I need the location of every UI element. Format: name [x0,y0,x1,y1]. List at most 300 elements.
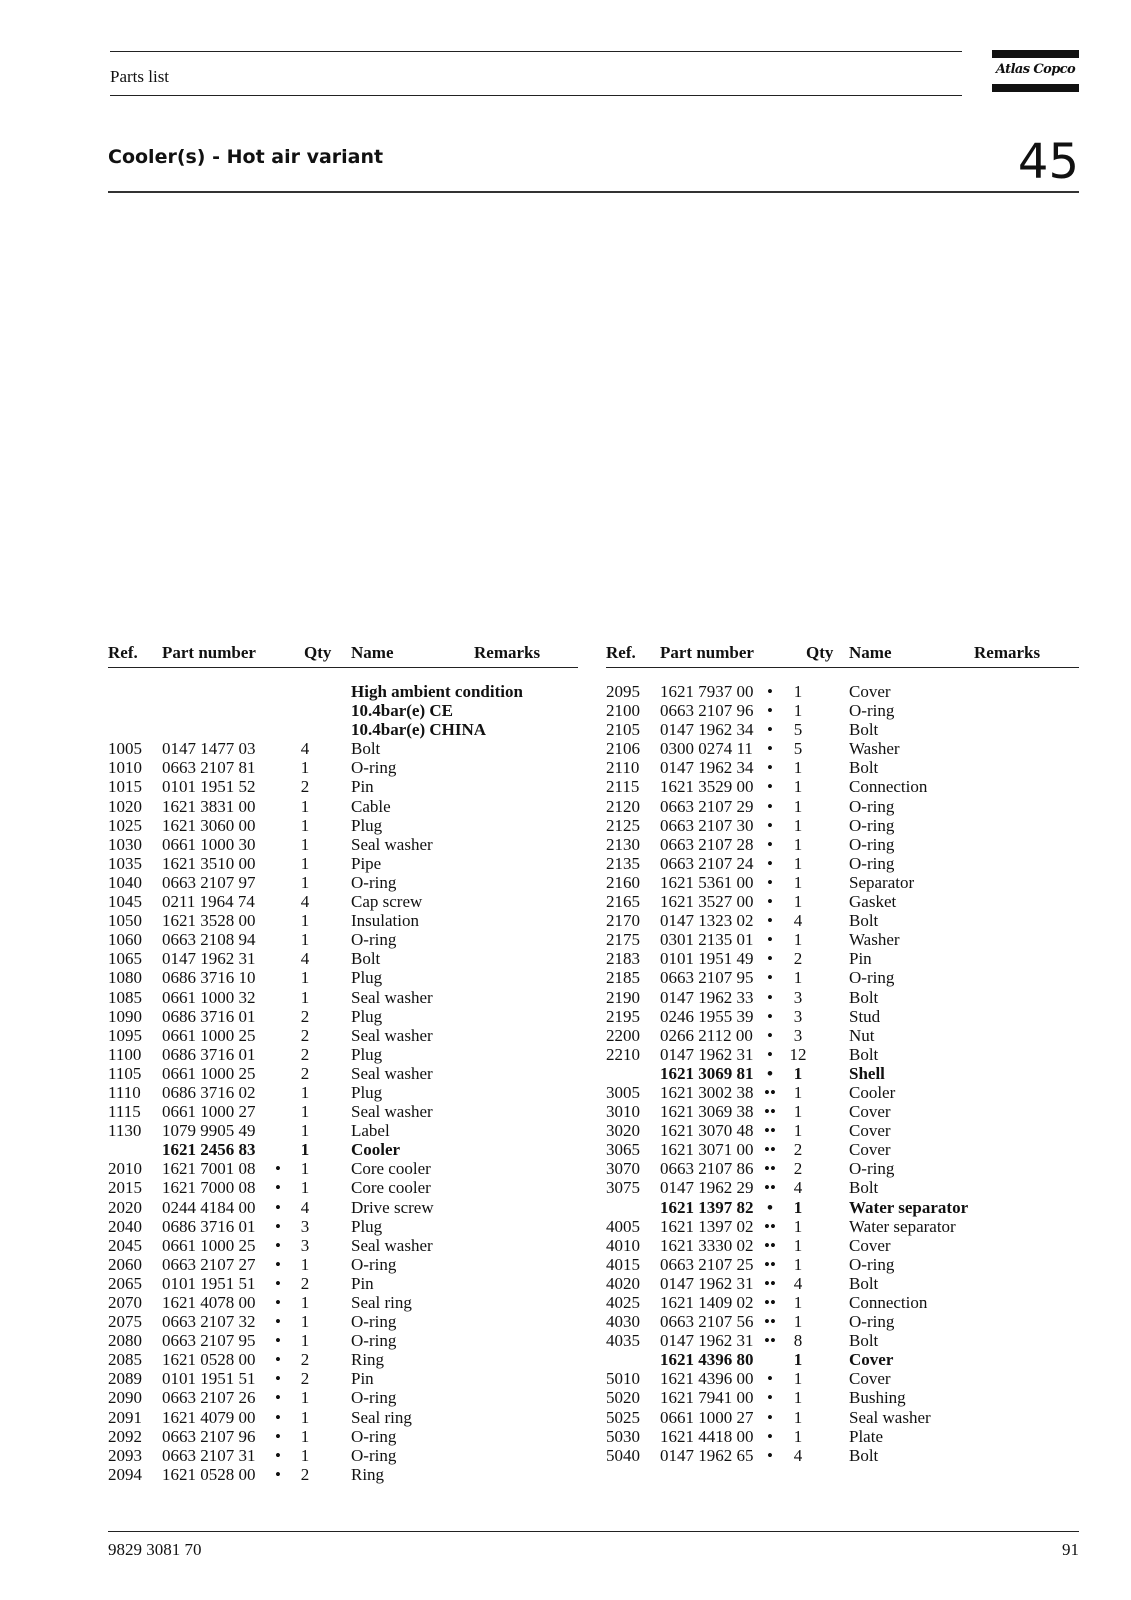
part-number-cell: 0663 2107 81 [162,758,256,778]
qty-cell: 1 [300,1102,310,1122]
section-number: 45 [1017,134,1079,190]
name-cell: Seal ring [351,1293,412,1312]
marker-cell: • [275,1312,281,1332]
marker-cell: • [767,834,773,854]
ref-cell: 2120 [606,796,640,816]
ref-cell: 2190 [606,987,640,1007]
name-cell: Bolt [849,1445,879,1465]
marker-cell: • [767,1445,773,1465]
ref-cell: 1080 [108,968,142,988]
part-number-cell: 1621 1397 02 [660,1216,754,1236]
name-cell: Pin [849,949,872,969]
table-row [108,892,578,911]
ref-cell: 2210 [606,1044,640,1064]
ref-cell: 2040 [108,1216,142,1236]
ref-cell: 2100 [606,701,640,721]
ref-cell: 2195 [606,1006,640,1026]
qty-cell: 2 [300,1063,310,1083]
marker-cell: • [767,853,773,873]
ref-cell: 2175 [606,930,640,950]
remarks-header: Remarks [974,643,1041,662]
qty-cell: 1 [793,1121,803,1141]
marker-cell: • [767,930,773,950]
marker-cell: • [767,911,773,931]
part-number-cell: 0686 3716 01 [162,1006,256,1026]
table-row [108,1140,578,1159]
qty-cell: 1 [300,815,310,835]
qty-cell: 2 [793,1140,803,1160]
ref-cell: 1010 [108,758,142,778]
name-cell: Connection [849,1293,928,1312]
qty-header: Qty [304,643,332,662]
part-number-cell: 1621 3069 38 [660,1102,754,1122]
ref-cell: 2010 [108,1159,142,1179]
marker-cell: • [275,1331,281,1351]
ref-cell: 2065 [108,1273,142,1293]
name-cell: Seal washer [351,1025,433,1045]
atlas-copco-logo [992,50,1079,92]
part-number-cell: 0147 1962 31 [660,1044,754,1064]
ref-cell: 3075 [606,1178,640,1198]
part-number-cell: 0246 1955 39 [660,1006,754,1026]
ref-cell: 5030 [606,1426,640,1446]
ref-cell: 5010 [606,1369,640,1389]
ref-cell: 2170 [606,911,640,931]
marker-cell: • [275,1388,281,1408]
part-number-cell: 0101 1951 49 [660,949,754,969]
part-number-cell: 1621 3060 00 [162,815,256,835]
name-cell: Water separator [849,1197,969,1217]
left-table-header [108,643,578,667]
part-number-cell: 1621 0528 00 [162,1350,256,1370]
qty-cell: 1 [300,1293,310,1312]
ref-cell: 2130 [606,834,640,854]
left-parts-table [108,682,578,1484]
part-number-cell: 0663 2107 96 [660,701,754,721]
qty-cell: 4 [793,911,803,931]
qty-cell: 1 [300,1121,310,1141]
table-row [606,1064,1079,1083]
part-number-cell: 0211 1964 74 [162,892,255,912]
qty-cell: 3 [300,1216,310,1236]
part-number-cell: 1621 3527 00 [660,892,754,912]
ref-cell: 5020 [606,1388,640,1408]
part-number-cell: 0663 2107 27 [162,1254,256,1274]
ref-cell: 2020 [108,1197,142,1217]
marker-cell: •• [764,1235,776,1255]
qty-cell: 1 [300,853,310,873]
marker-cell: • [767,968,773,988]
ref-cell: 1085 [108,987,142,1007]
ref-cell: 1100 [108,1044,142,1064]
marker-cell: • [275,1254,281,1274]
part-number-cell: 0147 1962 34 [660,758,754,778]
marker-cell: • [767,739,773,759]
qty-cell: 1 [793,834,803,854]
qty-cell: 1 [300,1312,310,1332]
table-row [606,835,1079,854]
table-row [108,1121,578,1140]
part-number-cell: 1621 7937 00 [660,682,754,701]
name-cell: Cover [849,1235,891,1255]
marker-cell: • [767,758,773,778]
ref-cell: 1115 [108,1102,141,1122]
ref-cell: 4030 [606,1312,640,1332]
table-row [606,1198,1079,1217]
qty-cell: 3 [793,1025,803,1045]
name-cell: Seal washer [351,1102,433,1122]
part-number-cell: 0147 1962 31 [660,1331,754,1351]
marker-cell: •• [764,1331,776,1351]
part-number-cell: 1621 3002 38 [660,1082,754,1102]
name-header: Name [849,643,892,662]
name-cell: O-ring [849,968,895,988]
part-number-cell: 1621 3069 81 [660,1063,754,1083]
table-row [108,835,578,854]
name-cell: Bolt [849,987,879,1007]
table-row [606,1102,1079,1121]
name-cell: Stud [849,1006,881,1026]
qty-cell: 1 [300,1178,310,1198]
name-cell: Bolt [849,1273,879,1293]
name-cell: Pipe [351,853,382,873]
table-row [108,873,578,892]
qty-cell: 1 [300,796,310,816]
marker-cell: • [767,796,773,816]
qty-cell: 3 [793,1006,803,1026]
ref-cell: 2110 [606,758,640,778]
table-row [108,1217,578,1236]
qty-cell: 1 [793,1369,803,1389]
table-row [108,816,578,835]
ref-header: Ref. [108,643,138,662]
marker-cell: • [767,1426,773,1446]
part-number-cell: 1621 4418 00 [660,1426,754,1446]
qty-cell: 1 [300,1331,310,1351]
table-row [108,1007,578,1026]
marker-cell: • [767,720,773,740]
marker-cell: •• [764,1102,776,1122]
ref-cell: 1095 [108,1025,142,1045]
table-row [606,1274,1079,1293]
ref-cell: 1020 [108,796,142,816]
table-row [108,1026,578,1045]
qty-cell: 4 [300,1197,310,1217]
table-row [108,1274,578,1293]
name-cell: Pin [351,1273,374,1293]
table-row [108,988,578,1007]
part-number-cell: 0661 1000 27 [162,1102,256,1122]
qty-cell: 1 [793,1102,803,1122]
table-row [108,1388,578,1407]
table-row [108,739,578,758]
table-row [108,1408,578,1427]
ref-cell: 2106 [606,739,640,759]
name-cell: Cooler [351,1140,401,1160]
qty-cell: 1 [793,1407,803,1427]
qty-cell: 1 [300,1426,310,1446]
marker-cell: •• [764,1293,776,1312]
name-cell: Ring [351,1350,385,1370]
part-number-cell: 0661 1000 30 [162,834,256,854]
name-cell: Drive screw [351,1197,434,1217]
ref-cell: 3020 [606,1121,640,1141]
table-row [606,1293,1079,1312]
ref-cell: 1025 [108,815,142,835]
ref-cell: 1015 [108,777,142,797]
marker-cell: • [275,1178,281,1198]
marker-cell: • [275,1273,281,1293]
part-number-cell: 1621 3528 00 [162,911,256,931]
right-table-header [606,643,1079,667]
table-row [108,911,578,930]
table-row [108,1236,578,1255]
part-number-cell: 0266 2112 00 [660,1025,753,1045]
table-row [108,758,578,777]
marker-cell: •• [764,1178,776,1198]
name-cell: Cooler [849,1082,896,1102]
table-row [108,1178,578,1197]
table-row [606,797,1079,816]
name-cell: Washer [849,930,900,950]
qty-cell: 2 [300,1006,310,1026]
table-row [606,720,1079,739]
table-row [108,682,578,701]
table-row [108,1350,578,1369]
ref-cell: 1065 [108,949,142,969]
part-number-cell: 1621 5361 00 [660,872,754,892]
qty-cell: 1 [300,1082,310,1102]
part-number-cell: 0663 2107 95 [660,968,754,988]
part-number-cell: 1621 3070 48 [660,1121,754,1141]
table-row [606,1121,1079,1140]
table-row [606,1026,1079,1045]
name-cell: 10.4bar(e) CE [351,701,453,721]
table-row [108,701,578,720]
part-number-cell: 0147 1962 31 [162,949,256,969]
marker-cell: • [275,1426,281,1446]
qty-cell: 2 [300,1025,310,1045]
marker-cell: • [275,1293,281,1312]
qty-cell: 1 [300,968,310,988]
name-cell: O-ring [849,853,895,873]
qty-cell: 1 [793,872,803,892]
table-row [606,1408,1079,1427]
table-row [108,949,578,968]
name-cell: Bolt [849,911,879,931]
qty-cell: 1 [793,682,803,701]
name-cell: Cap screw [351,892,423,912]
ref-cell: 1060 [108,930,142,950]
part-number-cell: 0663 2107 28 [660,834,754,854]
table-row [108,1331,578,1350]
part-number-cell: 1621 7941 00 [660,1388,754,1408]
name-cell: O-ring [849,1254,895,1274]
part-number-cell: 0147 1962 65 [660,1445,754,1465]
name-cell: O-ring [351,758,397,778]
part-number-cell: 1621 4079 00 [162,1407,256,1427]
ref-cell: 2135 [606,853,640,873]
marker-cell: • [767,1006,773,1026]
part-number-cell: 0686 3716 10 [162,968,256,988]
qty-cell: 5 [793,720,803,740]
part-number-cell: 0101 1951 51 [162,1369,256,1389]
part-number-cell: 0686 3716 02 [162,1082,256,1102]
ref-cell: 2125 [606,815,640,835]
name-cell: Plug [351,1082,383,1102]
logo-bottom-bar [992,84,1079,92]
ref-cell: 2092 [108,1426,142,1446]
name-cell: Cover [849,1140,891,1160]
part-number-cell: 0663 2107 26 [162,1388,256,1408]
part-number-cell: 0147 1962 33 [660,987,754,1007]
qty-cell: 4 [300,739,310,759]
name-cell: O-ring [849,815,895,835]
ref-cell: 2075 [108,1312,142,1332]
part-number-cell: 0663 2107 56 [660,1312,754,1332]
qty-cell: 3 [793,987,803,1007]
name-cell: Seal washer [351,1063,433,1083]
qty-cell: 1 [793,701,803,721]
name-cell: Bolt [849,720,879,740]
qty-cell: 1 [793,777,803,797]
table-row [108,1427,578,1446]
table-row [606,968,1079,987]
ref-cell: 2095 [606,682,640,701]
marker-cell: • [767,1063,773,1083]
name-cell: Plug [351,1216,383,1236]
ref-cell: 4010 [606,1235,640,1255]
qty-cell: 1 [300,1388,310,1408]
qty-cell: 1 [793,1082,803,1102]
ref-cell: 3070 [606,1159,640,1179]
ref-cell: 3065 [606,1140,640,1160]
name-cell: High ambient condition [351,682,523,701]
qty-cell: 1 [793,892,803,912]
table-row [606,739,1079,758]
marker-cell: • [767,1407,773,1427]
name-cell: Water separator [849,1216,956,1236]
name-cell: O-ring [351,1388,397,1408]
name-cell: Pin [351,777,374,797]
name-cell: Bolt [849,758,879,778]
qty-cell: 1 [300,911,310,931]
table-row [606,1312,1079,1331]
ref-cell: 2165 [606,892,640,912]
part-number-cell: 1621 4396 00 [660,1369,754,1389]
part-number-cell: 0661 1000 32 [162,987,256,1007]
name-cell: Core cooler [351,1159,431,1179]
part-number-cell: 1621 7000 08 [162,1178,256,1198]
name-cell: O-ring [351,1312,397,1332]
qty-cell: 1 [793,1388,803,1408]
name-cell: Cable [351,796,391,816]
part-number-cell: 0147 1477 03 [162,739,256,759]
ref-cell: 4005 [606,1216,640,1236]
ref-cell: 4015 [606,1254,640,1274]
table-row [606,1446,1079,1465]
qty-cell: 1 [793,930,803,950]
qty-cell: 4 [793,1445,803,1465]
ref-cell: 4035 [606,1331,640,1351]
ref-header: Ref. [606,643,636,662]
part-number-cell: 0147 1962 29 [660,1178,754,1198]
ref-cell: 1040 [108,872,142,892]
marker-cell: •• [764,1082,776,1102]
table-row [108,1255,578,1274]
ref-cell: 2160 [606,872,640,892]
part-number-cell: 0661 1000 27 [660,1407,754,1427]
table-row [606,816,1079,835]
table-row [606,701,1079,720]
part-number-cell: 0244 4184 00 [162,1197,256,1217]
qty-cell: 2 [300,1464,310,1484]
qty-cell: 1 [793,1197,803,1217]
part-number-cell: 1621 4078 00 [162,1293,256,1312]
marker-cell: • [275,1407,281,1427]
name-cell: Cover [849,1369,891,1389]
part-number-cell: 0663 2108 94 [162,930,256,950]
part-number-cell: 1621 0528 00 [162,1464,256,1484]
qty-cell: 3 [300,1235,310,1255]
marker-cell: • [275,1369,281,1389]
part-number-cell: 0101 1951 51 [162,1273,256,1293]
marker-cell: •• [764,1254,776,1274]
part-number-cell: 0101 1951 52 [162,777,256,797]
remarks-header: Remarks [474,643,541,662]
marker-cell: • [767,777,773,797]
header-top-rule [110,51,962,52]
table-row [606,1427,1079,1446]
qty-cell: 1 [300,758,310,778]
table-row [606,988,1079,1007]
part-number-cell: 0661 1000 25 [162,1063,256,1083]
marker-cell: • [767,892,773,912]
marker-cell: • [767,1044,773,1064]
table-row [606,1045,1079,1064]
page-number: 91 [1062,1540,1079,1559]
name-cell: Seal ring [351,1407,412,1427]
table-row [108,1446,578,1465]
qty-cell: 1 [793,796,803,816]
marker-cell: •• [764,1140,776,1160]
name-cell: Nut [849,1025,875,1045]
part-number-cell: 0663 2107 29 [660,796,754,816]
name-cell: O-ring [849,701,895,721]
ref-cell: 4020 [606,1273,640,1293]
qty-cell: 2 [300,1350,310,1370]
name-header: Name [351,643,394,662]
part-number-cell: 0300 0274 11 [660,739,753,759]
marker-cell: • [275,1445,281,1465]
ref-cell: 2045 [108,1235,142,1255]
name-cell: O-ring [849,1159,895,1179]
name-cell: Washer [849,739,900,759]
qty-cell: 1 [793,1350,803,1370]
part-number-cell: 0663 2107 95 [162,1331,256,1351]
qty-cell: 1 [300,1445,310,1465]
qty-cell: 1 [793,1426,803,1446]
marker-cell: • [767,1025,773,1045]
marker-cell: • [767,1369,773,1389]
marker-cell: • [275,1464,281,1484]
part-number-cell: 0663 2107 30 [660,815,754,835]
table-row [108,930,578,949]
part-number-cell: 1621 3510 00 [162,853,256,873]
table-row [108,1369,578,1388]
qty-cell: 1 [793,758,803,778]
marker-cell: • [275,1235,281,1255]
